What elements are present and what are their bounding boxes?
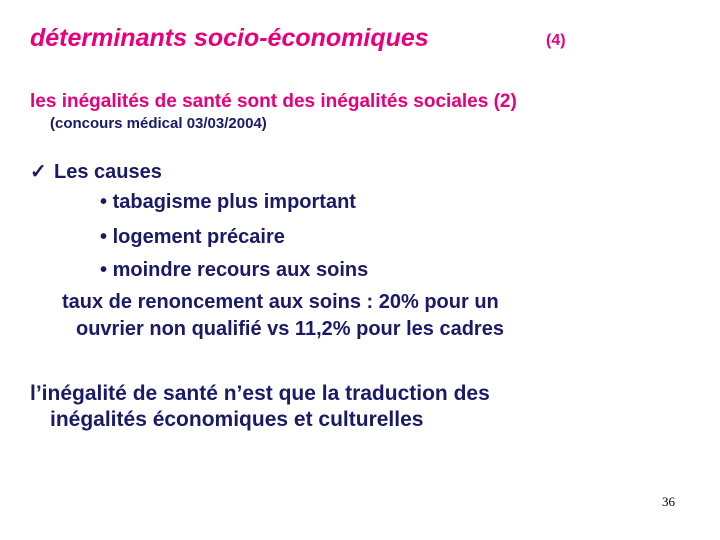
list-item — [100, 226, 285, 249]
slide-title: déterminants socio-économiques — [30, 24, 429, 52]
causes-heading-row — [30, 159, 162, 184]
list-item-text: moindre recours aux soins — [112, 259, 369, 281]
renunciation-line-2: ouvrier non qualifié vs 11,2% pour les cadres — [76, 318, 504, 340]
list-item — [100, 259, 368, 282]
page-number: 36 — [662, 494, 675, 509]
list-item-text: tabagisme plus important — [112, 191, 356, 213]
checkmark-icon: ✓ — [30, 161, 47, 183]
source-citation: (concours médical 03/03/2004) — [50, 115, 267, 132]
list-item-text: logement précaire — [112, 226, 285, 248]
slide-title-number: (4) — [546, 32, 566, 49]
conclusion-line-1: l’inégalité de santé n’est que la traduction des — [30, 382, 490, 405]
bullet-icon: • — [100, 226, 108, 248]
causes-heading: Les causes — [54, 161, 162, 183]
bullet-icon: • — [100, 259, 108, 281]
list-item — [100, 191, 356, 214]
renunciation-line-1: taux de renoncement aux soins : 20% pour un — [62, 291, 499, 313]
conclusion-line-2: inégalités économiques et culturelles — [50, 408, 424, 431]
slide-subtitle: les inégalités de santé sont des inégalités sociales (2) — [30, 91, 517, 112]
bullet-icon: • — [100, 191, 108, 213]
